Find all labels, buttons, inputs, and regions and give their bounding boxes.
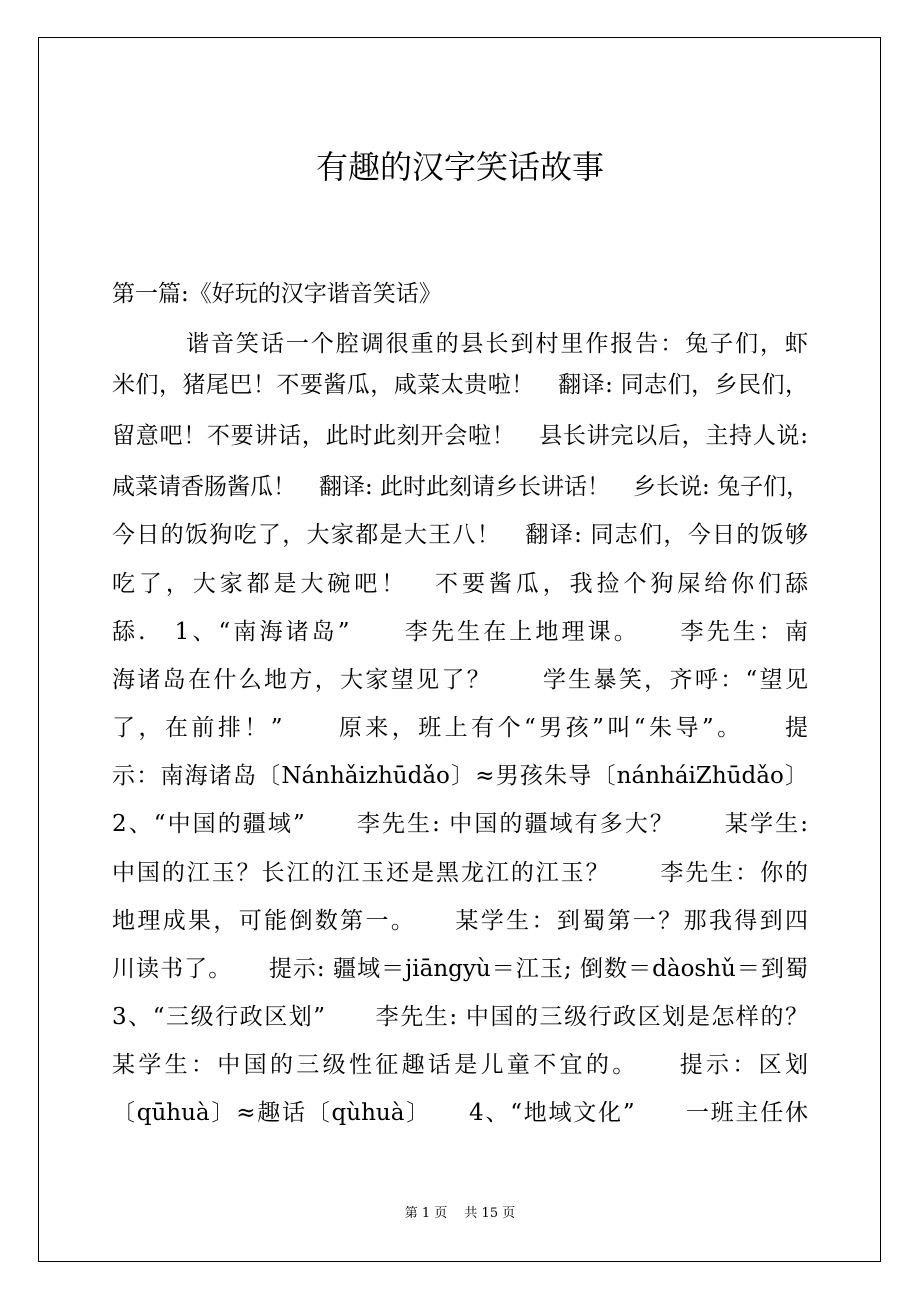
body-line: 米们，猪尾巴！不要酱瓜，咸菜太贵啦！ 翻译: 同志们，乡民们， — [112, 372, 808, 398]
body-line: 咸菜请香肠酱瓜！ 翻译: 此时此刻请乡长讲话！ 乡长说: 兔子们， — [112, 474, 810, 500]
body-line: 谐音笑话一个腔调很重的县长到村里作报告：兔子们，虾 — [186, 331, 808, 357]
body-line: 了，在前排！” 原来，班上有个“男孩”叫“朱导”。 提 — [112, 715, 808, 741]
body-line: 吃了，大家都是大碗吧！ 不要酱瓜，我捡个狗屎给你们舔 — [112, 571, 808, 597]
body-line: 3、“三级行政区划” 李先生: 中国的三级行政区划是怎样的？ — [112, 1004, 808, 1030]
body-line: 示：南海诸岛〔Nánhǎizhūdǎo〕≈男孩朱导〔nánháiZhūdǎo〕 — [112, 763, 808, 789]
body-line: 今日的饭狗吃了，大家都是大王八！ 翻译: 同志们，今日的饭够 — [112, 522, 808, 548]
body-line: 某学生：中国的三级性征趣话是儿童不宜的。 提示：区划 — [112, 1052, 808, 1078]
body-line: 舔. 1、“南海诸岛” 李先生在上地理课。 李先生：南 — [112, 619, 808, 645]
body-line: 留意吧！不要讲话，此时此刻开会啦！ 县长讲完以后，主持人说: — [112, 423, 808, 449]
document-title: 有趣的汉字笑话故事 — [315, 148, 604, 186]
body-line: 川读书了。 提示: 疆域＝jiāngyù＝江玉; 倒数＝dàoshǔ＝到蜀 — [112, 956, 808, 982]
body-line: 2、“中国的疆域” 李先生: 中国的疆域有多大？ 某学生: — [112, 811, 808, 837]
body-line: 中国的江玉？长江的江玉还是黑龙江的江玉？ 李先生：你的 — [112, 860, 808, 886]
body-line: 〔qūhuà〕≈趣话〔qùhuà〕 4、“地域文化” 一班主任休 — [112, 1100, 808, 1126]
section-heading: 第一篇:《好玩的汉字谐音笑话》 — [112, 281, 442, 307]
body-line: 地理成果，可能倒数第一。 某学生：到蜀第一？那我得到四 — [112, 908, 808, 934]
body-line: 海诸岛在什么地方，大家望见了？ 学生暴笑，齐呼：“望见 — [112, 667, 808, 693]
page-footer: 第 1 页 共 15 页 — [404, 1206, 516, 1221]
